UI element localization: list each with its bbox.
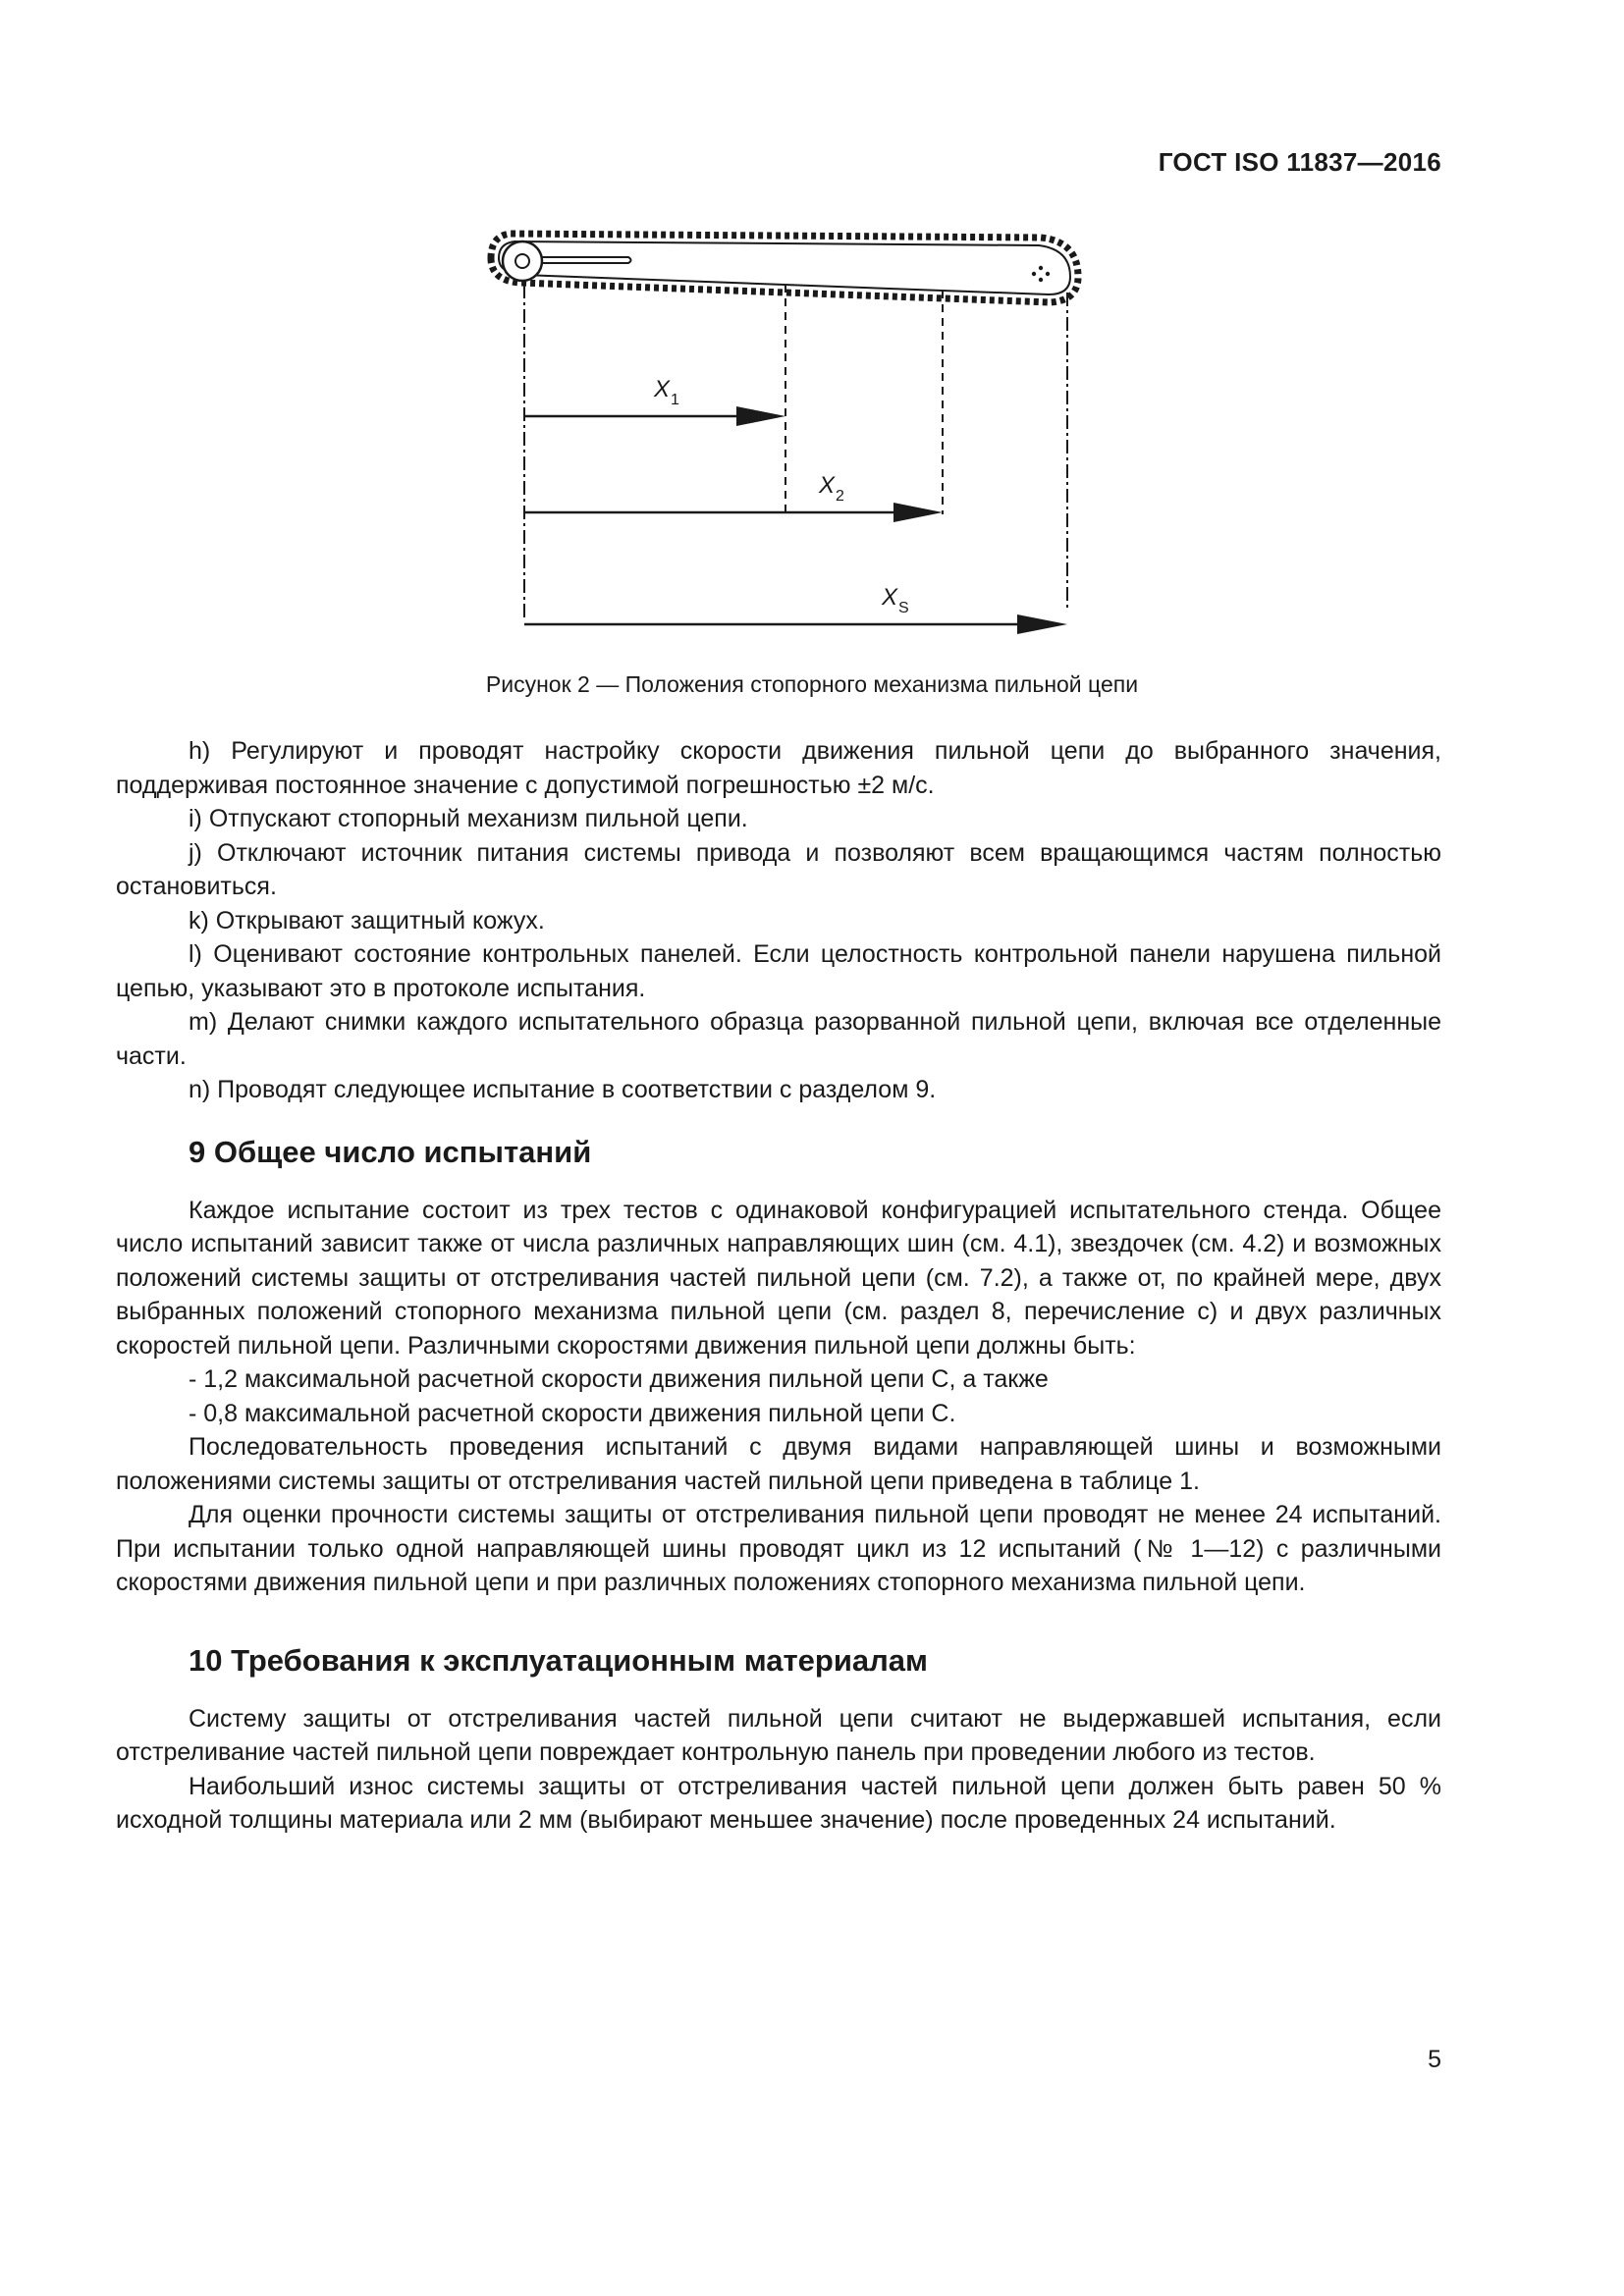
label-x1: $X_1$ <box>654 376 679 408</box>
section-9-paragraph: Последовательность проведения испытаний с двумя видами направляющей шины и возможными положениями системы защиты от отстреливания частей пильной цепи приведена в таблице 1. <box>116 1433 1441 1495</box>
figure-caption: Рисунок 2 — Положения стопорного механизма пильной цепи <box>485 671 1139 697</box>
section-9-dash-item: - 0,8 максимальной расчетной скорости движения пильной цепи С. <box>189 1399 956 1427</box>
document-code: ГОСТ ISO 11837—2016 <box>1158 147 1441 177</box>
section-9-heading: 9 Общее число испытаний <box>189 1134 592 1169</box>
list-item-l: l) Оценивают состояние контрольных панелей. Если целостность контрольной панели нарушена пильной цепью, указывают это в протоколе испытания. <box>116 940 1441 1002</box>
chainsaw-bar-diagram <box>461 224 1090 656</box>
main-content <box>116 734 1441 1838</box>
section-9-dash-item: - 1,2 максимальной расчетной скорости движения пильной цепи С, а также <box>189 1365 1049 1393</box>
label-x2: $X_2$ <box>819 472 844 505</box>
list-item-n: n) Проводят следующее испытание в соответствии с разделом 9. <box>189 1076 937 1103</box>
section-9-paragraph: Для оценки прочности системы защиты от отстреливания пильной цепи проводят не менее 24 испытаний. При испытании только одной направляющей шины проводят цикл из 12 испытаний (№ 1—12) с различными скоростями движения пильной цепи и при различных положениях стопорного механизма пильной цепи. <box>116 1501 1441 1596</box>
list-item-m: m) Делают снимки каждого испытательного образца разорванной пильной цепи, включая все отделенные части. <box>116 1008 1441 1070</box>
list-item-i: i) Отпускают стопорный механизм пильной цепи. <box>189 805 748 832</box>
sprocket-icon <box>503 241 542 281</box>
section-9-paragraph: Каждое испытание состоит из трех тестов с одинаковой конфигурацией испытательного стенда. Общее число испытаний зависит также от числа различных направляющих шин (см. 4.1), звездочек (см. 4.2) и возможных положений системы защиты от отстреливания частей пильной цепи (см. 7.2), а также от, по крайней мере, двух выбранных положений стопорного механизма пильной цепи (см. раздел 8, перечисление с) и двух различных скоростей пильной цепи. Различными скоростями движения пильной цепи должны быть: <box>116 1196 1441 1360</box>
list-item-k: k) Открывают защитный кожух. <box>189 906 545 934</box>
list-item-h: h) Регулируют и проводят настройку скорости движения пильной цепи до выбранного значения, поддерживая постоянное значение с допустимой погрешностью ±2 м/с. <box>116 737 1441 799</box>
label-xs: $X_S$ <box>882 584 909 616</box>
page-number: 5 <box>1428 2046 1441 2073</box>
section-10-heading: 10 Требования к эксплуатационным материалам <box>189 1642 928 1678</box>
section-10-paragraph: Систему защиты от отстреливания частей пильной цепи считают не выдержавшей испытания, если отстреливание частей пильной цепи повреждает контрольную панель при проведении любого из тестов. <box>116 1704 1441 1766</box>
figure-chain-stop-positions <box>461 224 1090 656</box>
list-item-j: j) Отключают источник питания системы привода и позволяют всем вращающимся частям полностью остановиться. <box>116 838 1441 900</box>
section-10-paragraph: Наибольший износ системы защиты от отстреливания частей пильной цепи должен быть равен 50 % исходной толщины материала или 2 мм (выбирают меньшее значение) после проведенных 24 испытаний. <box>116 1772 1441 1834</box>
